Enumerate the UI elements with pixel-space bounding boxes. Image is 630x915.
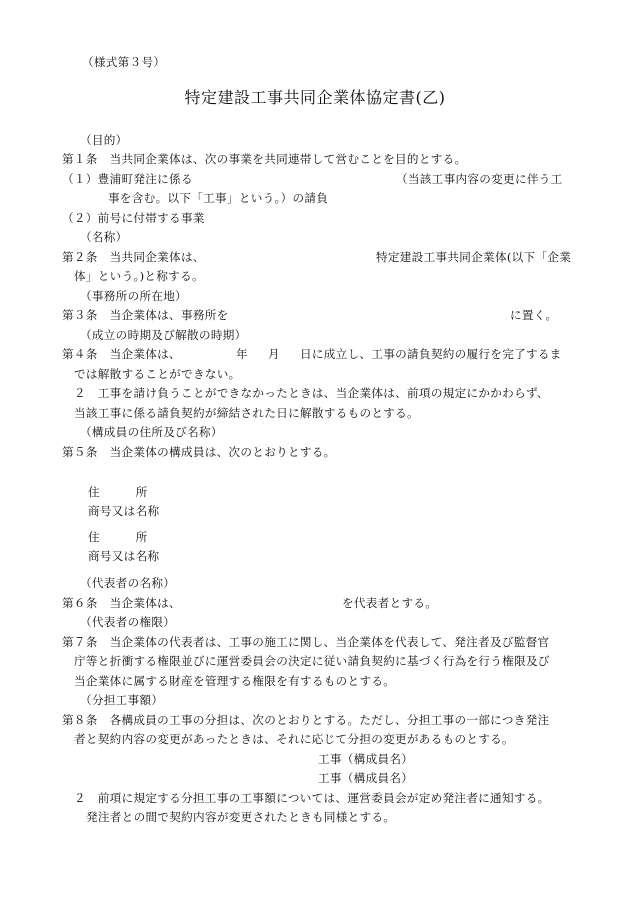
member-1-address-label: 住 所: [88, 485, 148, 499]
article-2-text-a: 第２条 当共同企業体は、: [62, 250, 205, 264]
article-8-text-cont: 者と契約内容の変更があったときは、それに応じて分担の変更があるものとする。: [74, 732, 514, 746]
form-label: （様式第３号）: [82, 55, 166, 69]
article-6-text-a: 第６条 当企業体は、: [62, 596, 181, 610]
article-1-item-2: （２）前号に付帯する事業: [62, 211, 205, 225]
article-3-heading: （事務所の所在地）: [80, 289, 188, 303]
article-5-heading: （構成員の住所及び名称）: [80, 425, 223, 439]
article-4-year: 年: [236, 347, 248, 361]
article-2-heading: （名称）: [80, 230, 128, 244]
article-8-para-2-cont: 発注者との間で契約内容が変更されたときも同様とする。: [86, 810, 396, 824]
article-8-heading: （分担工事額）: [80, 693, 164, 707]
article-4-text-a: 第４条 当企業体は、: [62, 347, 181, 361]
article-5-text: 第５条 当企業体の構成員は、次のとおりとする。: [62, 445, 336, 459]
member-2-name-label: 商号又は名称: [88, 549, 160, 563]
article-1-item-1-cont: 事を含む。以下「工事」という。）の請負: [108, 191, 329, 205]
article-4-month: 月: [268, 347, 280, 361]
member-1-name-label: 商号又は名称: [88, 504, 160, 518]
article-1-heading: （目的）: [80, 133, 128, 147]
article-7-text-cont-2: 当企業体に属する財産を管理する権限を有するものとする。: [74, 674, 396, 688]
article-4-heading: （成立の時期及び解散の時期）: [80, 328, 247, 342]
article-6-text-b: を代表者とする。: [342, 596, 438, 610]
article-1-text: 第１条 当共同企業体は、次の事業を共同連帯して営むことを目的とする。: [62, 152, 467, 166]
article-1-item-1: （１）豊浦町発注に係る: [62, 172, 193, 186]
article-6-heading: （代表者の名称）: [80, 576, 176, 590]
article-4-text-b: 日に成立し、工事の請負契約の履行を完了するま: [300, 347, 562, 361]
article-3-text-b: に置く。: [510, 308, 558, 322]
article-8-para-2: ２ 前項に規定する分担工事の工事額については、運営委員会が定め発注者に通知する。: [74, 791, 550, 805]
article-7-text: 第７条 当企業体の代表者は、工事の施工に関し、当企業体を代表して、発注者及び監督官: [62, 635, 550, 649]
article-4-text-cont: では解散することができない。: [74, 367, 241, 381]
member-2-address-label: 住 所: [88, 530, 148, 544]
document-title: 特定建設工事共同企業体協定書(乙): [184, 88, 446, 107]
article-4-para-2: ２ 工事を請け負うことができなかったときは、当企業体は、前項の規定にかかわらず、: [74, 386, 549, 400]
article-2-text-cont: 体」という。)と称する。: [74, 269, 204, 283]
article-3-text-a: 第３条 当企業体は、事務所を: [62, 308, 229, 322]
article-7-heading: （代表者の権限）: [80, 615, 176, 629]
article-2-text-b: 特定建設工事共同企業体(以下「企業: [376, 250, 572, 264]
article-7-text-cont-1: 庁等と折衝する権限並びに運営委員会の決定に従い請負契約に基づく行為を行う権限及び: [74, 654, 550, 668]
article-8-text: 第８条 各構成員の工事の分担は、次のとおりとする。ただし、分担工事の一部につき発注: [62, 713, 550, 727]
article-4-para-2-cont: 当該工事に係る請負契約が締結された日に解散するものとする。: [74, 406, 419, 420]
share-line-1: 工事（構成員名）: [318, 752, 414, 766]
article-1-item-1-note: （当該工事内容の変更に伴う工: [396, 172, 563, 186]
share-line-2: 工事（構成員名）: [318, 771, 414, 785]
